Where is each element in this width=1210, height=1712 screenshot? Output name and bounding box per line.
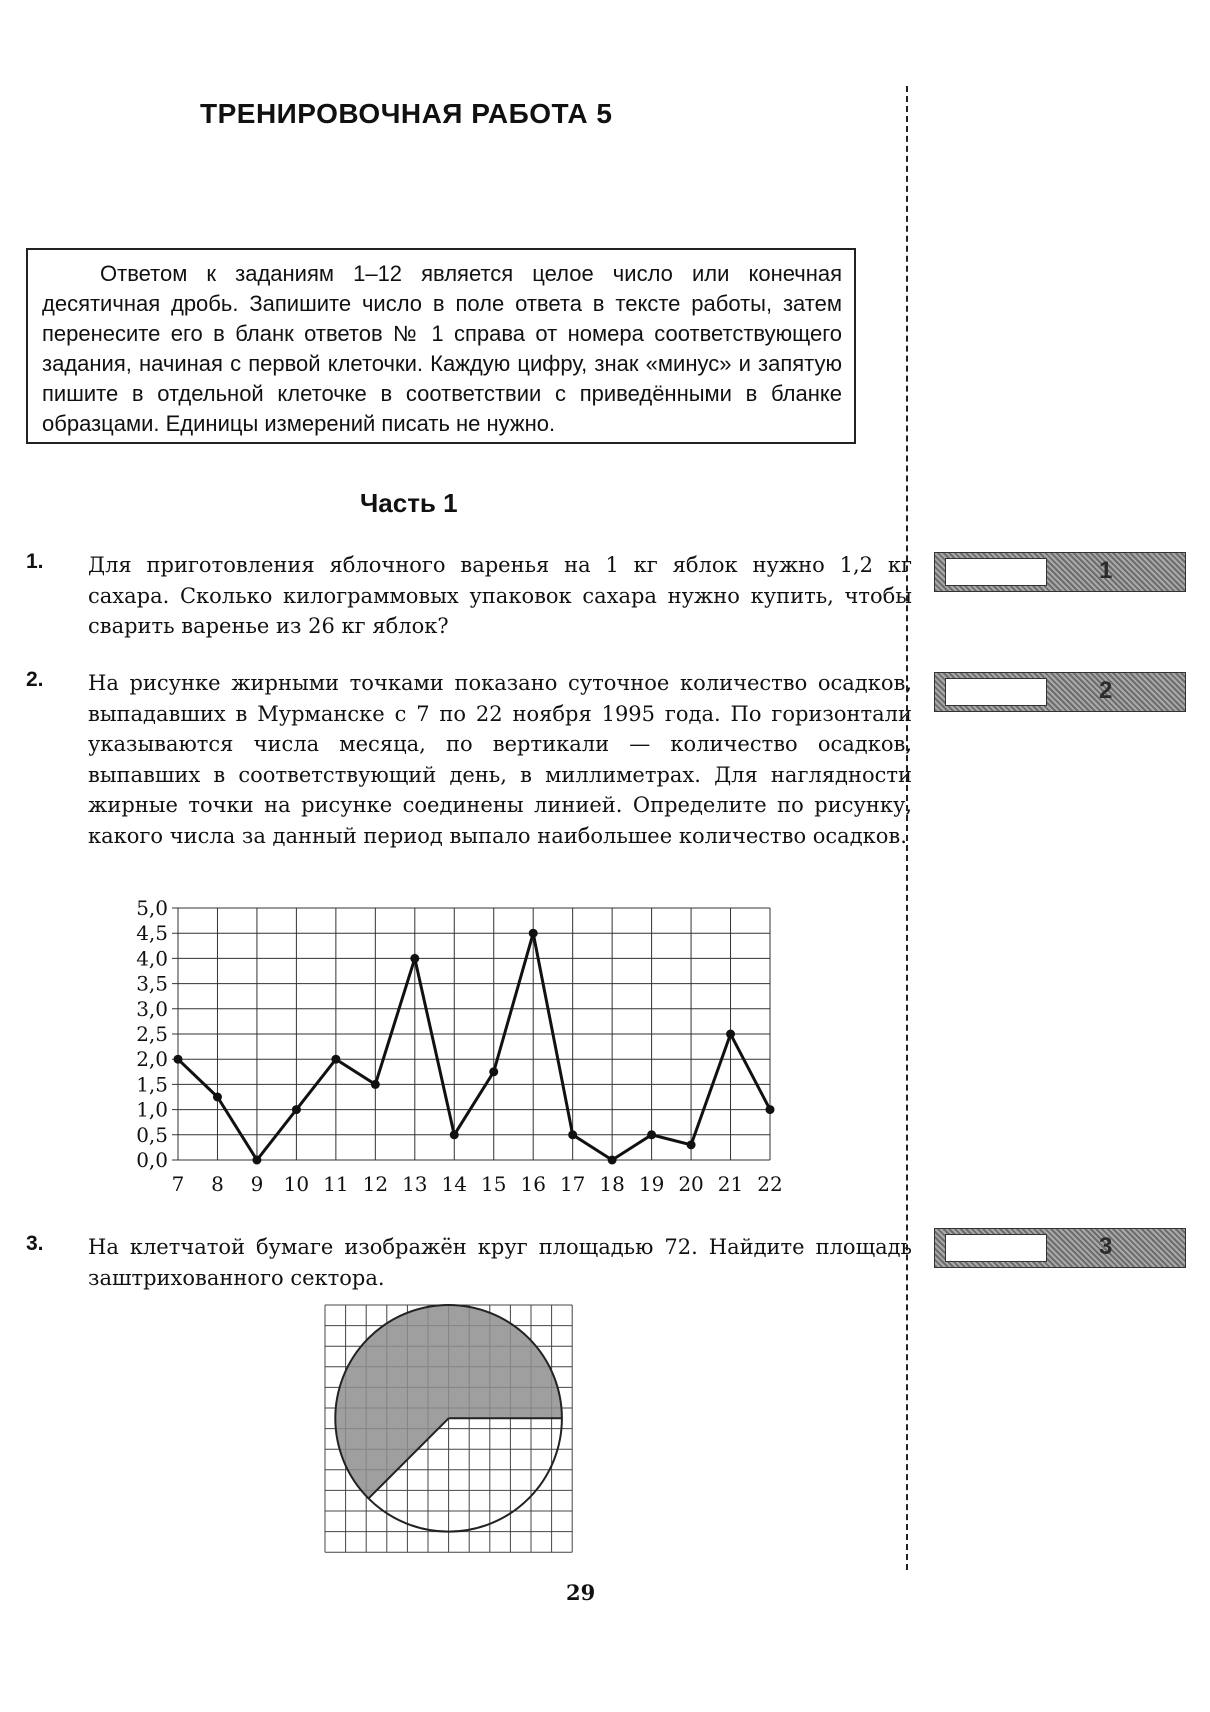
x-tick-label: 16 <box>520 1172 546 1196</box>
data-point <box>450 1130 459 1139</box>
data-point <box>174 1055 183 1064</box>
data-point <box>687 1140 696 1149</box>
chart-grid <box>172 908 770 1160</box>
precipitation-chart <box>100 890 800 1210</box>
x-tick-label: 8 <box>211 1172 224 1196</box>
data-point <box>766 1105 775 1114</box>
data-point <box>331 1055 340 1064</box>
x-tick-label: 14 <box>441 1172 467 1196</box>
x-tick-label: 17 <box>559 1172 586 1196</box>
task-number: 1. <box>26 550 44 573</box>
data-point <box>213 1093 222 1102</box>
data-point <box>608 1156 617 1165</box>
x-tick-label: 19 <box>638 1172 665 1196</box>
circle-sector-figure <box>320 1300 590 1570</box>
y-tick-label: 0,0 <box>136 1148 168 1172</box>
task-text: На рисунке жирными точками показано суточное количество осадков, выпадавших в Мурманске с 7 по 22 ноября 1995 года. По горизонтали указываются числа месяца, по вертикали — количество осадков, выпавших в соответствующий день, в миллиметрах. Для наглядности жирные точки на рисунке соединены линией. Определите по рисунку, какого числа за данный период выпало наибольшее количество осадков. <box>88 671 912 848</box>
data-point <box>489 1067 498 1076</box>
task-text: На клетчатой бумаге изображён круг площадью 72. Найдите площадь заштрихованного сектора. <box>88 1235 912 1290</box>
answer-box-3[interactable] <box>934 1228 1186 1268</box>
x-tick-label: 20 <box>678 1172 704 1196</box>
answer-box-1[interactable] <box>934 552 1186 592</box>
y-axis-ticks <box>136 896 168 1172</box>
answer-box-number: 3 <box>1099 1233 1113 1260</box>
data-point <box>292 1105 301 1114</box>
y-tick-label: 1,0 <box>136 1097 168 1122</box>
data-point <box>252 1156 261 1165</box>
y-tick-label: 3,5 <box>136 971 168 996</box>
y-tick-label: 5,0 <box>136 896 168 920</box>
task-number: 2. <box>26 668 44 691</box>
data-point <box>529 929 538 938</box>
answer-box-number: 2 <box>1099 677 1113 704</box>
data-point <box>726 1030 735 1039</box>
task-number: 3. <box>26 1232 44 1255</box>
task-text: Для приготовления яблочного варенья на 1 кг яблок нужно 1,2 кг сахара. Сколько килограммовых упаковок сахара нужно купить, чтобы сварить варенье из 26 кг яблок? <box>88 553 912 638</box>
y-tick-label: 2,5 <box>136 1022 168 1046</box>
x-tick-label: 7 <box>171 1172 185 1196</box>
answer-box-number: 1 <box>1099 557 1113 584</box>
x-tick-label: 15 <box>481 1172 507 1196</box>
data-point <box>568 1130 577 1139</box>
x-tick-label: 22 <box>757 1172 783 1196</box>
x-axis-ticks <box>172 1172 783 1196</box>
series-points <box>174 929 775 1165</box>
x-tick-label: 9 <box>250 1172 264 1196</box>
answer-field[interactable] <box>945 678 1047 706</box>
y-tick-label: 3,0 <box>136 996 168 1021</box>
page-number: 29 <box>566 1580 596 1605</box>
y-tick-label: 4,5 <box>136 921 168 946</box>
answer-field[interactable] <box>945 558 1047 586</box>
y-tick-label: 4,0 <box>136 946 168 971</box>
answer-box-2[interactable] <box>934 672 1186 712</box>
data-point <box>410 954 419 963</box>
data-point <box>371 1080 380 1089</box>
instructions-box: Ответом к заданиям 1–12 является целое число или конечная десятичная дробь. Запишите число в поле ответа в тексте работы, затем перенесите его в бланк ответов № 1 справа от номера соответствующего задания, начиная с первой клеточки. Каждую цифру, знак «минус» и запятую пишите в отдельной клеточке в соответствии с приведёнными в бланке образцами. Единицы измерений писать не нужно. <box>26 248 856 444</box>
y-tick-label: 1,5 <box>136 1072 168 1097</box>
data-point <box>647 1130 656 1139</box>
x-tick-label: 13 <box>402 1172 428 1196</box>
x-tick-label: 18 <box>599 1172 625 1196</box>
answer-field[interactable] <box>945 1234 1047 1262</box>
y-tick-label: 0,5 <box>136 1122 168 1147</box>
x-tick-label: 11 <box>323 1172 349 1196</box>
y-tick-label: 2,0 <box>136 1047 168 1072</box>
page-title: ТРЕНИРОВОЧНАЯ РАБОТА 5 <box>200 98 613 129</box>
part-title: Часть 1 <box>360 488 458 518</box>
x-tick-label: 10 <box>283 1172 310 1196</box>
x-tick-label: 12 <box>362 1172 389 1196</box>
x-tick-label: 21 <box>717 1172 744 1196</box>
series-line <box>178 933 770 1160</box>
